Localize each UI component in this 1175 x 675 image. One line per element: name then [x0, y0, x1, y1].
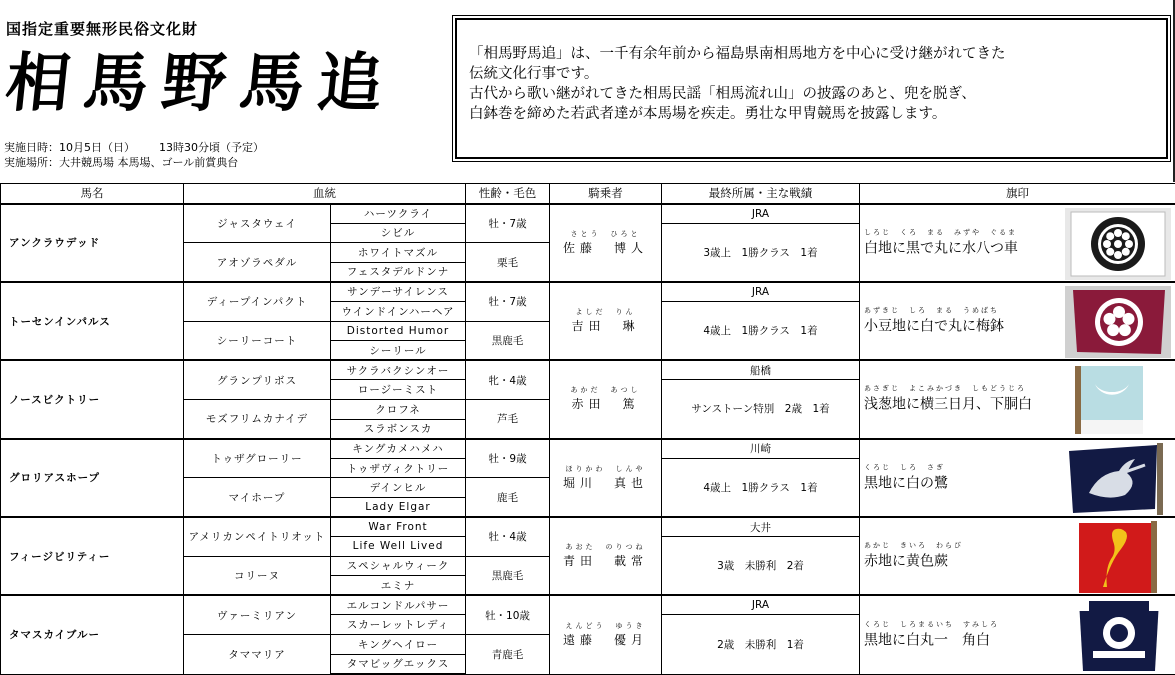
dam-sire-name: ホワイトマズル — [331, 243, 466, 263]
sex-age: 牡・4歳 — [466, 517, 550, 556]
jockey-ruby: ほりかわ しんや — [565, 464, 646, 473]
sire-name: アメリカンペイトリオット — [184, 517, 331, 556]
dam-name: コリーヌ — [184, 556, 331, 595]
flag-name: 黒地に白丸一 角白 — [864, 632, 990, 649]
wheel-crest-icon — [1065, 208, 1171, 280]
coat-color: 黒鹿毛 — [466, 321, 550, 360]
flag-ruby: あかじ きいろ わらび — [864, 541, 963, 550]
crescent-crest-icon — [1065, 364, 1171, 436]
sire-dam-name: ウインドインハーヘア — [331, 301, 466, 321]
dam-name: アオゾラペダル — [184, 243, 331, 282]
flag-cell — [860, 204, 1175, 282]
coat-color: 芦毛 — [466, 399, 550, 438]
sex-age: 牡・10歳 — [466, 595, 550, 634]
dam-name: マイホープ — [184, 478, 331, 517]
page-title: 相馬野馬追 — [2, 46, 400, 121]
jockey-ruby: よしだ りん — [575, 308, 636, 317]
jockey-ruby: あかだ あつし — [570, 386, 641, 395]
sire-name: グランプリボス — [184, 360, 331, 399]
coat-color: 青鹿毛 — [466, 635, 550, 674]
description-text — [455, 18, 1168, 159]
table-row — [1, 439, 1175, 459]
coat-color: 黒鹿毛 — [466, 556, 550, 595]
best-record: 3歳 未勝利 2着 — [662, 537, 860, 596]
jockey-ruby: あおた のりつね — [565, 543, 646, 552]
horse-name: アンクラウデッド — [1, 204, 184, 282]
best-record: サンストーン特別 2歳 1着 — [662, 380, 860, 439]
flag-ruby: しろじ くろ まる みずや ぐるま — [864, 228, 1017, 237]
header-pedigree: 血統 — [184, 184, 466, 204]
description-line: 白鉢巻を締めた若武者達が本馬場を疾走。勇壮な甲冑競馬を披露します。 — [469, 106, 947, 122]
dam-sire-name: スペシャルウィーク — [331, 556, 466, 576]
header — [0, 0, 1175, 182]
header-jockey: 騎乗者 — [550, 184, 662, 204]
jockey-cell — [550, 204, 662, 282]
sire-sire-name: キングカメハメハ — [331, 439, 466, 459]
last-affiliation: 船橋 — [662, 360, 860, 380]
best-record: 4歳上 1勝クラス 1着 — [662, 301, 860, 360]
flag-name: 浅葱地に横三日月、下胴白 — [864, 396, 1032, 413]
table-header-row — [1, 184, 1175, 204]
dam-name: モズフリムカナイデ — [184, 399, 331, 438]
jockey-cell — [550, 517, 662, 595]
sire-dam-name: Life Well Lived — [331, 537, 466, 557]
last-affiliation: 大井 — [662, 517, 860, 537]
jockey-name: 佐藤 博人 — [562, 240, 648, 255]
horse-table — [0, 183, 1175, 675]
last-affiliation: JRA — [662, 595, 860, 615]
jockey-name: 青田 載常 — [562, 554, 648, 569]
plum-crest-icon — [1065, 286, 1171, 358]
heron-crest-icon — [1065, 443, 1171, 515]
sire-name: ディープインパクト — [184, 282, 331, 321]
coat-color: 鹿毛 — [466, 478, 550, 517]
date-value: 10月5日（日） — [59, 141, 135, 154]
jockey-cell — [550, 282, 662, 360]
sire-name: ジャスタウェイ — [184, 204, 331, 243]
flag-cell — [860, 517, 1175, 595]
sire-name: ヴァーミリアン — [184, 595, 331, 634]
last-affiliation: JRA — [662, 204, 860, 224]
header-name: 馬名 — [1, 184, 184, 204]
horse-name: トーセンインパルス — [1, 282, 184, 360]
dam-dam-name: フェスタデルドンナ — [331, 262, 466, 282]
dam-sire-name: キングヘイロー — [331, 635, 466, 655]
sire-sire-name: サンデーサイレンス — [331, 282, 466, 302]
place-row — [4, 155, 264, 170]
last-affiliation: JRA — [662, 282, 860, 302]
flag-name: 黒地に白の鷺 — [864, 475, 948, 492]
fern-crest-icon — [1065, 521, 1171, 593]
sire-name: トゥザグローリー — [184, 439, 331, 478]
dam-dam-name: シーリール — [331, 341, 466, 361]
description-line: 古代から歌い継がれてきた相馬民謡「相馬流れ山」の披露のあと、兜を脱ぎ、 — [469, 86, 976, 102]
table-body — [1, 204, 1175, 675]
flag-ruby: あずきじ しろ まる うめばち — [864, 306, 999, 315]
dam-sire-name: デインヒル — [331, 478, 466, 498]
jockey-name: 吉田 琳 — [571, 319, 640, 334]
horse-name: グロリアスホープ — [1, 439, 184, 517]
flag-cell — [860, 595, 1175, 674]
place-label: 実施場所： — [4, 156, 59, 169]
sire-sire-name: ハーツクライ — [331, 204, 466, 224]
flag-ruby: あさぎじ よこみかづき しもどうじろ — [864, 384, 1026, 393]
jockey-name: 遠藤 優月 — [562, 632, 648, 647]
dam-dam-name: エミナ — [331, 576, 466, 596]
dam-sire-name: クロフネ — [331, 399, 466, 419]
cultural-property-label: 国指定重要無形民俗文化財 — [6, 20, 199, 38]
best-record: 4歳上 1勝クラス 1着 — [662, 458, 860, 517]
sex-age: 牡・7歳 — [466, 282, 550, 321]
last-affiliation: 川崎 — [662, 439, 860, 459]
flag-ruby: くろじ しろ さぎ — [864, 463, 945, 472]
table-row — [1, 360, 1175, 380]
flag-name: 小豆地に白で丸に梅鉢 — [864, 318, 1004, 335]
date-row — [4, 140, 264, 155]
place-value: 大井競馬場 本馬場、ゴール前賞典台 — [59, 156, 239, 169]
jockey-ruby: さとう ひろと — [570, 229, 641, 238]
jockey-name: 赤田 篤 — [571, 397, 640, 412]
sire-sire-name: サクラバクシンオー — [331, 360, 466, 380]
coat-color: 栗毛 — [466, 243, 550, 282]
flag-cell — [860, 360, 1175, 438]
table-row — [1, 517, 1175, 537]
sex-age: 牝・4歳 — [466, 360, 550, 399]
header-flag: 旗印 — [860, 184, 1175, 204]
dam-sire-name: Distorted Humor — [331, 321, 466, 341]
horse-name: タマスカイブルー — [1, 595, 184, 674]
table-row — [1, 282, 1175, 302]
best-record: 3歳上 1勝クラス 1着 — [662, 223, 860, 282]
header-sex: 性齢・毛色 — [466, 184, 550, 204]
dam-dam-name: Lady Elgar — [331, 497, 466, 517]
dam-dam-name: スラボンスカ — [331, 419, 466, 439]
sire-sire-name: War Front — [331, 517, 466, 537]
jockey-cell — [550, 360, 662, 438]
table-row — [1, 204, 1175, 224]
time-value: 13時30分頃（予定） — [159, 141, 264, 154]
dam-name: シーリーコート — [184, 321, 331, 360]
description-line: 伝統文化行事です。 — [469, 66, 599, 82]
sire-dam-name: ロージーミスト — [331, 380, 466, 400]
sire-dam-name: スカーレットレディ — [331, 615, 466, 635]
horse-name: ノースビクトリー — [1, 360, 184, 438]
description-box — [452, 15, 1171, 162]
dam-name: タママリア — [184, 635, 331, 674]
jockey-cell — [550, 439, 662, 517]
sire-dam-name: トゥザヴィクトリー — [331, 458, 466, 478]
flag-name: 赤地に黄色蕨 — [864, 553, 948, 570]
dam-dam-name: タマビッグエックス — [331, 654, 466, 674]
sex-age: 牡・9歳 — [466, 439, 550, 478]
flag-cell — [860, 439, 1175, 517]
table-row — [1, 595, 1175, 615]
sex-age: 牡・7歳 — [466, 204, 550, 243]
flag-cell — [860, 282, 1175, 360]
header-career: 最終所属・主な戦績 — [662, 184, 860, 204]
flag-name: 白地に黒で丸に水八つ車 — [864, 240, 1018, 257]
sire-sire-name: エルコンドルパサー — [331, 595, 466, 615]
jockey-name: 堀川 真也 — [562, 475, 648, 490]
best-record: 2歳 未勝利 1着 — [662, 615, 860, 674]
circle-one-crest-icon — [1065, 599, 1171, 671]
horse-name: フィージビリティー — [1, 517, 184, 595]
sire-dam-name: シビル — [331, 223, 466, 243]
description-line: 「相馬野馬追」は、一千有余年前から福島県南相馬地方を中心に受け継がれてきた — [469, 46, 1006, 62]
flag-ruby: くろじ しろまるいち すみしろ — [864, 620, 999, 629]
jockey-ruby: えんどう ゆうき — [565, 621, 646, 630]
date-label: 実施日時： — [4, 141, 59, 154]
event-info — [4, 140, 264, 170]
jockey-cell — [550, 595, 662, 674]
